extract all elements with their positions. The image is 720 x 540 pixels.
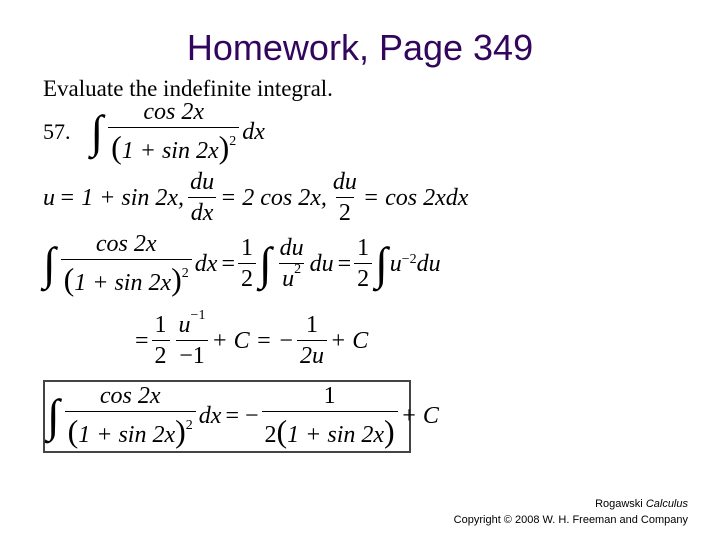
- integral-sign: ∫: [375, 237, 388, 289]
- one-over-2u-fraction: $\frac{1}{2u}$: [297, 313, 327, 368]
- sub-u-def: = 1 + sin 2x,: [59, 184, 185, 211]
- final-answer: [47, 384, 439, 447]
- half-fraction: $\frac{1}{2}$: [354, 236, 372, 291]
- problem-statement: [43, 100, 265, 163]
- du-over-u2-fraction: $\frac{du}{u^2}$: [279, 235, 304, 292]
- integrand-fraction: $\frac{\cos 2x}{(1 + \sin 2x)^2}$: [61, 232, 192, 295]
- integrand-denominator: $(1 + \sin 2x)^2$: [108, 127, 239, 163]
- half-fraction: $\frac{1}{2}$: [238, 236, 256, 291]
- du-dx-fraction: $\frac{du}{dx}$: [187, 170, 217, 225]
- exponent-neg2: −2: [401, 251, 417, 267]
- equals-sign: =: [337, 250, 352, 277]
- sub-u: u: [43, 184, 55, 211]
- differential-du: du: [309, 250, 334, 277]
- plus-c: + C: [330, 327, 369, 354]
- half-fraction: $\frac{1}{2}$: [152, 313, 170, 368]
- plus-c-equals: + C = −: [211, 327, 295, 354]
- u-power: u: [389, 250, 402, 277]
- integral-sign: ∫: [47, 389, 60, 441]
- u-neg1-fraction: $\frac{u^{-1}}{-1}$: [176, 313, 209, 368]
- substitution-line: [43, 170, 468, 225]
- integrand-fraction: [108, 100, 239, 163]
- differential: dx: [198, 402, 222, 429]
- integral-sign: ∫: [43, 237, 56, 289]
- du-half-fraction: $\frac{du}{2}$: [332, 169, 357, 226]
- slide-title: Homework, Page 349: [186, 27, 534, 68]
- integrand-numerator: cos 2x: [143, 99, 205, 125]
- credit-line-1: Rogawski Calculus: [595, 498, 688, 510]
- substituted-integral: [43, 232, 441, 295]
- equals-minus: = −: [225, 402, 259, 429]
- antiderivative-line: [135, 308, 369, 369]
- derivative-value: = 2 cos 2x,: [220, 184, 327, 211]
- integral-sign: ∫: [90, 105, 104, 157]
- equals-sign: =: [221, 250, 235, 277]
- differential: dx: [194, 250, 218, 277]
- plus-c: + C: [400, 402, 439, 429]
- equals-sign: =: [135, 327, 149, 354]
- differential: dx: [242, 118, 265, 145]
- credit-block: [454, 496, 688, 528]
- differential-du: du: [416, 250, 441, 277]
- integrand-fraction: $\frac{\cos 2x}{(1 + \sin 2x)^2}$: [65, 384, 196, 447]
- sub-result: = cos 2xdx: [362, 184, 469, 211]
- integral-sign: ∫: [258, 237, 272, 289]
- credit-line-2: Copyright © 2008 W. H. Freeman and Company: [453, 514, 688, 526]
- instruction-text: Evaluate the indefinite integral.: [43, 76, 333, 101]
- problem-number: 57.: [43, 118, 71, 144]
- answer-fraction: $\frac{1}{2(1 + \sin 2x)}$: [262, 384, 398, 447]
